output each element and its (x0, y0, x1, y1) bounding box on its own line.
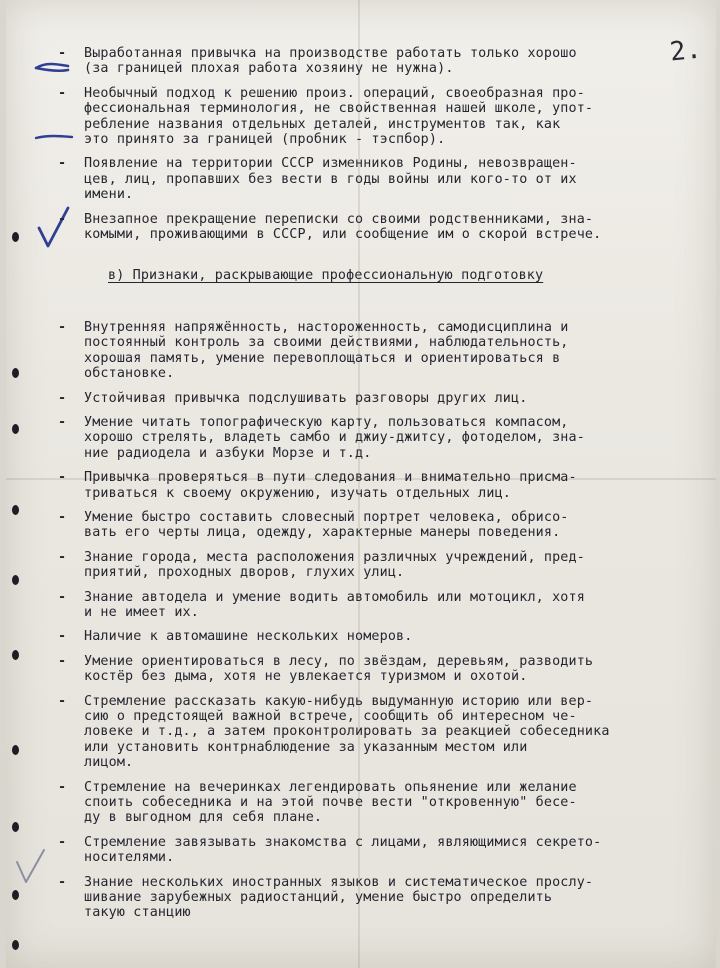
list-bullet: - (58, 414, 67, 430)
list-bullet: - (58, 390, 67, 406)
punch-hole (12, 232, 19, 242)
page-number: 2. (668, 34, 703, 68)
list-item-text: Стремление рассказать какую-нибудь выдуманную историю или вер- сию о предстоящей важной встрече, сообщить об интересном че- ловеке и т.д., а затем проконтролировать за реакцией собеседника или установить контрнаблюдение за указанным местом или лицом. (84, 693, 610, 771)
punch-hole (12, 424, 19, 434)
list-item (58, 654, 688, 685)
list-bullet: - (58, 629, 67, 645)
list-item (58, 212, 688, 243)
list-item (58, 780, 688, 826)
list-item-text: Знание города, места расположения различных учреждений, пред- приятий, проходных дворов, глухих улиц. (84, 549, 585, 581)
list-bullet: - (58, 549, 67, 565)
list-bullet: - (58, 509, 67, 525)
list-item-text: Появление на территории СССР изменников Родины, невозвращен- цев, лиц, пропавших без вести в годы войны или кого-то от их имени. (84, 156, 577, 203)
list-item (58, 46, 688, 77)
list-item-text: Стремление завязывать знакомства с лицами, являющимися секрето- носителями. (84, 834, 602, 866)
list-bullet: - (58, 211, 67, 227)
list-item-text: Стремление на вечеринках легендировать опьянение или желание споить собеседника и на этой почве вести "откровенную" бесе- ду в выгодном для себя плане. (84, 779, 577, 826)
list-item (58, 391, 688, 406)
list-bullet: - (58, 85, 67, 101)
check-mark-faint (14, 846, 48, 886)
list-item-text: Необычный подход к решению произ. операций, своеобразная про- фессиональная терминология, не свойственная нашей школе, упот- ребление названия отдельных деталей, инструментов так, как это принято за границей (пробник - тэспбор). (84, 85, 594, 148)
list-item (58, 590, 688, 621)
list-item (58, 835, 688, 866)
punch-hole (12, 650, 19, 660)
list-item-text: Умение читать топографическую карту, пользоваться компасом, хорошо стрелять, владеть самбо и джиу-джитсу, фотоделом, зна- ние радиодела и азбуки Морзе и т.д. (84, 414, 585, 461)
punch-hole (12, 745, 19, 755)
list-bullet: - (58, 834, 67, 850)
list-bullet: - (58, 46, 67, 61)
list-item (58, 510, 688, 541)
list-bullet: - (58, 156, 67, 172)
list-item (58, 470, 688, 501)
punch-hole (12, 505, 19, 515)
list-item (58, 320, 688, 382)
list-item (58, 86, 688, 148)
list-item (58, 875, 688, 921)
list-item-text: Выработанная привычка на производстве работать только хорошо (за границей плохая работа хозяину не нужна). (84, 46, 577, 77)
list-item-text: Внутренняя напряжённость, настороженность, самодисциплина и постоянный контроль за своими действиями, наблюдательность, хорошая память, умение перевоплощаться и ориентироваться в обстановке. (84, 319, 569, 382)
list-item (58, 415, 688, 461)
list-item-text: Знание автодела и умение водить автомобиль или мотоцикл, хотя и не имеет их. (84, 589, 585, 620)
list-bullet: - (58, 319, 67, 335)
document-page (6, 0, 716, 968)
list-item-text: Наличие к автомашине нескольких номеров. (84, 629, 413, 645)
list-bullet: - (58, 589, 67, 605)
list-bullet: - (58, 874, 67, 890)
list-item (58, 156, 688, 202)
list-item-text: Умение быстро составить словесный портрет человека, обрисо- вать его черты лица, одежду, характерные манеры поведения. (84, 509, 569, 541)
list-bullet: - (58, 693, 67, 709)
list-bullet: - (58, 653, 67, 669)
list-item-text: Внезапное прекращение переписки со своими родственниками, зна- комыми, проживающими в СССР, или сообщение им о скорой встрече. (84, 211, 602, 243)
list-item-text: Привычка проверяться в пути следования и внимательно присма- триваться к своему окружению, изучать отдельных лиц. (84, 470, 577, 501)
list-item-text: Устойчивая привычка подслушивать разговоры других лиц. (84, 390, 528, 406)
punch-hole (12, 822, 19, 832)
punch-hole (12, 575, 19, 585)
punch-hole (12, 890, 19, 900)
section-heading: в) Признаки, раскрывающие профессиональную подготовку (108, 268, 544, 284)
list-bullet: - (58, 779, 67, 795)
list-item-text: Знание нескольких иностранных языков и систематическое прослу- шивание зарубежных радиостанций, умение быстро определить такую станцию (84, 874, 594, 921)
list-item (58, 694, 688, 771)
list-item (58, 629, 688, 644)
list-item (58, 550, 688, 581)
punch-hole (12, 368, 19, 378)
punch-hole (12, 940, 19, 950)
typed-text-body (58, 46, 688, 930)
list-bullet: - (58, 470, 67, 486)
list-item-text: Умение ориентироваться в лесу, по звёздам, деревьям, разводить костёр без дыма, хотя не увлекается туризмом и охотой. (84, 653, 594, 685)
